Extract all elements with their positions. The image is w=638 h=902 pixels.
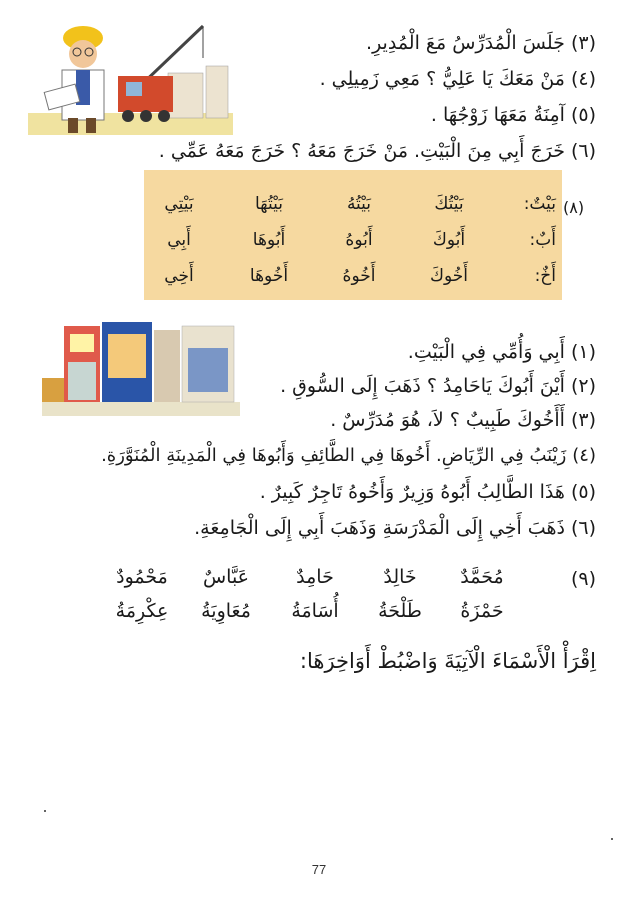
sentence-number: (٣) — [570, 32, 596, 54]
sentence-number: (٣) — [570, 409, 596, 431]
sentence-text: زَيْنَبُ فِي الرِّيَاضِ. أَخُوهَا فِي الطَّائِفِ وَأَبُوهَا فِي الْمَدِينَةِ الْمُنَوَّرَةِ. — [101, 445, 567, 466]
table-cell: بَيْتِي — [164, 194, 194, 214]
sentence-3 — [366, 30, 596, 56]
sentence-5b — [260, 479, 596, 505]
table-cell: أَخِي — [164, 266, 194, 286]
exercise-number: (٨) — [563, 198, 585, 217]
table-cell: أَخُوهَا — [249, 266, 289, 286]
sentence-6 — [159, 138, 596, 164]
sentence-5 — [431, 102, 596, 128]
sentence-4 — [320, 66, 596, 92]
sentence-text: أَبِي وَأُمِّي فِي الْبَيْتِ. — [407, 341, 565, 363]
sentence-3b — [330, 407, 596, 433]
page-number: 77 — [311, 862, 327, 877]
name-item: حَامِدٌ — [296, 566, 334, 588]
sentence-text: خَرَجَ أَبِي مِنَ الْبَيْتِ. مَنْ خَرَجَ مَعَهُ ؟ خَرَجَ مَعَهُ عَمِّي . — [158, 140, 565, 162]
names-number: (٩) — [570, 568, 596, 590]
table-cell: أَبُوهُ — [345, 230, 373, 250]
name-item: مُحَمَّدٌ — [460, 566, 504, 588]
page-mark — [611, 838, 613, 840]
sentence-text: آمِنَةُ مَعَهَا زَوْجُهَا . — [430, 104, 565, 126]
name-item: طَلْحَةُ — [378, 600, 422, 622]
name-item: مَحْمُودٌ — [116, 566, 168, 588]
table-cell: بَيْتُكَ — [434, 194, 464, 214]
sentence-number: (٦) — [570, 140, 596, 162]
sentence-number: (٤) — [570, 68, 596, 90]
page-mark — [44, 810, 46, 812]
possessive-table — [144, 170, 562, 300]
sentence-number: (٤) — [572, 445, 596, 466]
table-cell: أَخُوكَ — [429, 266, 469, 286]
sentence-text: جَلَسَ الْمُدَرِّسُ مَعَ الْمُدِيرِ. — [366, 32, 565, 54]
sentence-text: هَذَا الطَّالِبُ أَبُوهُ وَزِيرٌ وَأَخُوهُ تَاجِرٌ كَبِيرٌ . — [259, 481, 565, 503]
sentence-text: أَيْنَ أَبُوكَ يَاحَامِدُ ؟ ذَهَبَ إِلَى السُّوقِ . — [280, 375, 565, 397]
construction-illustration — [28, 18, 238, 136]
table-cell: أَخُوهُ — [342, 266, 376, 286]
sentence-number: (٥) — [570, 104, 596, 126]
name-item: عِكْرِمَةُ — [115, 600, 169, 622]
sentence-number: (٥) — [570, 481, 596, 503]
sentence-number: (١) — [570, 341, 596, 363]
name-item: أُسَامَةُ — [291, 600, 339, 622]
row-label: أَخٌ: — [534, 266, 556, 286]
name-item: حَمْزَةُ — [460, 600, 504, 622]
table-cell: أَبِي — [167, 230, 191, 250]
sentence-number: (٢) — [570, 375, 596, 397]
row-label: أَبٌ: — [529, 230, 556, 250]
sentence-4b — [101, 443, 596, 469]
sentence-1 — [408, 339, 596, 365]
row-label: بَيْتٌ: — [523, 194, 556, 214]
sentence-6b — [194, 515, 596, 541]
table-cell: أَبُوكَ — [432, 230, 466, 250]
table-cell: أَبُوهَا — [252, 230, 286, 250]
instruction-heading: اِقْرَأْ الْأَسْمَاءَ الْآتِيَةَ وَاضْبُطْ أَوَاخِرَهَا: — [299, 649, 596, 673]
shops-illustration — [42, 318, 240, 416]
sentence-text: مَنْ مَعَكَ يَا عَلِيُّ ؟ مَعِي زَمِيلِي . — [319, 68, 565, 90]
name-item: عَبَّاسٌ — [202, 566, 250, 588]
sentence-text: ذَهَبَ أَخِي إِلَى الْمَدْرَسَةِ وَذَهَبَ أَبِي إِلَى الْجَامِعَةِ. — [194, 517, 565, 539]
name-item: مُعَاوِيَةُ — [201, 600, 251, 622]
name-item: خَالِدٌ — [383, 566, 417, 588]
sentence-text: أَأَخُوكَ طَبِيبٌ ؟ لاَ، هُوَ مُدَرِّسٌ . — [330, 409, 565, 431]
table-cell: بَيْتُهَا — [254, 194, 283, 214]
sentence-2 — [280, 373, 596, 399]
table-cell: بَيْتُهُ — [346, 194, 372, 214]
sentence-number: (٦) — [570, 517, 596, 539]
